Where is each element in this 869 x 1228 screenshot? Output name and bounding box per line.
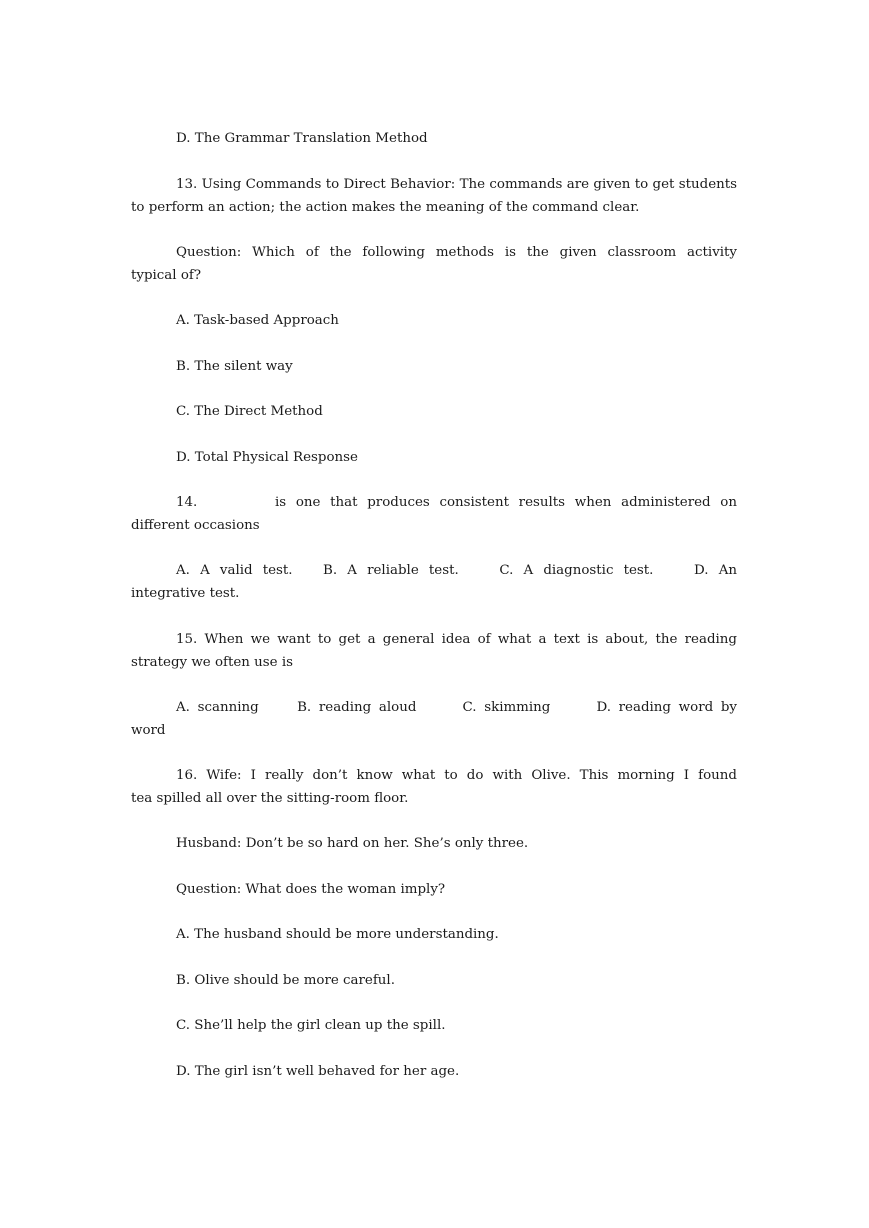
q13-option-c-text: C. The Direct Method xyxy=(176,404,323,419)
q15-prompt-line1: 15. When we want to get a general idea of what a text is about, the reading xyxy=(176,632,737,647)
q16-option-b xyxy=(131,970,737,993)
q16-option-a-text: A. The husband should be more understanding. xyxy=(176,927,499,942)
q13-question xyxy=(131,242,737,287)
q16-option-b-text: B. Olive should be more careful. xyxy=(176,973,395,988)
q15-options-line1: A. scanning B. reading aloud C. skimming D. reading word by xyxy=(176,700,737,715)
q16-husband-dialogue xyxy=(131,833,737,856)
q14-options xyxy=(131,560,737,605)
q13-option-b-text: B. The silent way xyxy=(176,359,293,374)
q14-prompt-line1: 14. is one that produces consistent results when administered on xyxy=(176,495,737,510)
q16-option-d-text: D. The girl isn’t well behaved for her age. xyxy=(176,1064,460,1079)
q16-option-a xyxy=(131,924,737,947)
q16-option-d xyxy=(131,1061,737,1084)
q14-options-line2: integrative test. xyxy=(131,585,240,601)
q13-question-line1: Question: Which of the following methods is the given classroom activity xyxy=(176,245,737,260)
q15-options-line2: word xyxy=(131,722,166,738)
q13-question-line2: typical of? xyxy=(131,267,202,283)
q16-option-c xyxy=(131,1015,737,1038)
q14-prompt-line2: different occasions xyxy=(131,517,260,533)
q13-option-a-text: A. Task-based Approach xyxy=(176,313,339,328)
q13-prompt-line1: 13. Using Commands to Direct Behavior: The commands are given to get students xyxy=(176,177,737,192)
q15-options xyxy=(131,697,737,742)
q16-option-c-text: C. She’ll help the girl clean up the spill. xyxy=(176,1018,446,1033)
q16-wife-line2: tea spilled all over the sitting-room floor. xyxy=(131,790,409,806)
q15-prompt xyxy=(131,629,737,674)
q14-options-line1: A. A valid test. B. A reliable test. C. A diagnostic test. D. An xyxy=(176,563,737,578)
q13-prompt-line2: to perform an action; the action makes the meaning of the command clear. xyxy=(131,199,640,215)
q12-option-d-text: D. The Grammar Translation Method xyxy=(176,131,428,146)
q13-option-c xyxy=(131,401,737,424)
q16-question-text: Question: What does the woman imply? xyxy=(176,882,446,897)
q12-option-d xyxy=(131,128,737,151)
q16-husband-text: Husband: Don’t be so hard on her. She’s only three. xyxy=(176,836,529,851)
q15-prompt-line2: strategy we often use is xyxy=(131,654,294,670)
q16-wife-line1: 16. Wife: I really don’t know what to do with Olive. This morning I found xyxy=(176,768,737,783)
q14-prompt xyxy=(131,492,737,537)
q16-wife-dialogue xyxy=(131,765,737,810)
q13-option-a xyxy=(131,310,737,333)
q13-option-d xyxy=(131,447,737,470)
q13-prompt xyxy=(131,174,737,219)
q13-option-b xyxy=(131,356,737,379)
q16-question xyxy=(131,879,737,902)
q13-option-d-text: D. Total Physical Response xyxy=(176,450,358,465)
